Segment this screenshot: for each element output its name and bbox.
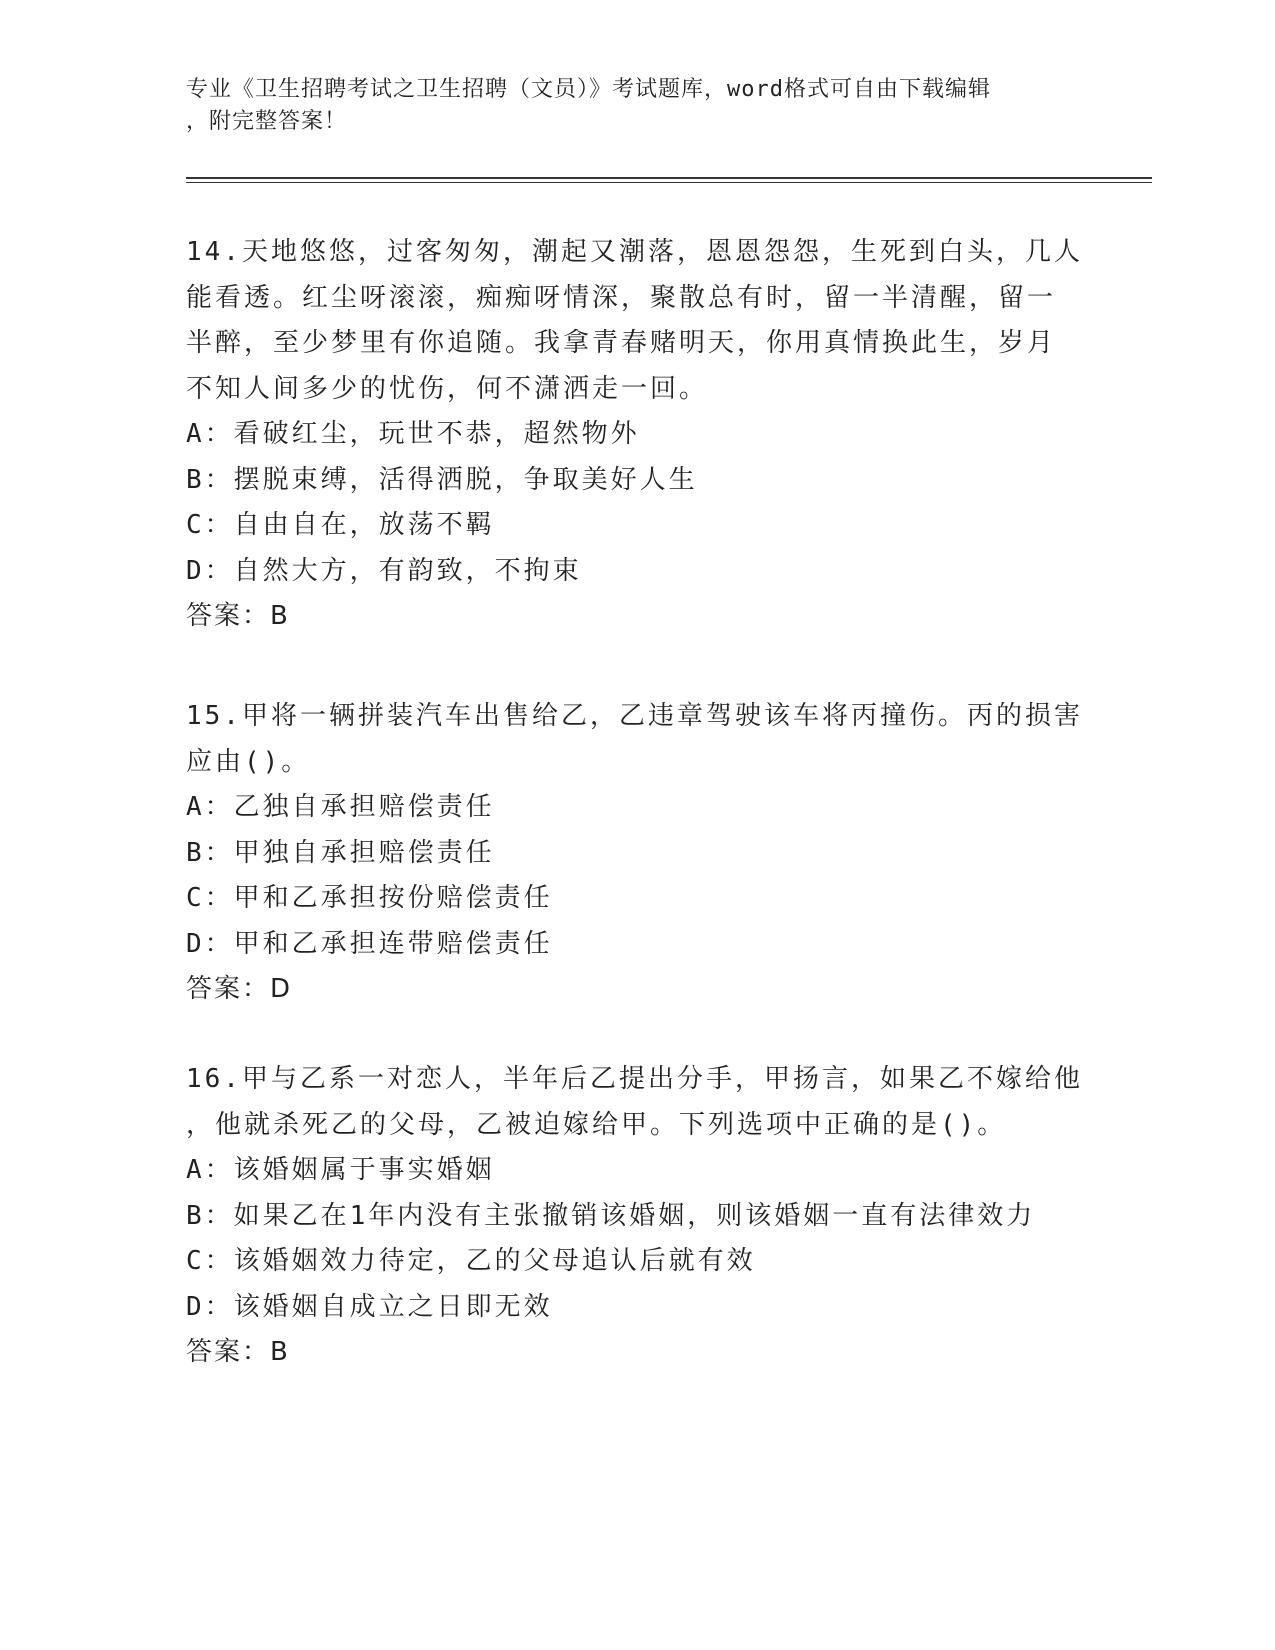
- answer: 答案：B: [186, 601, 290, 631]
- question-15: [186, 694, 1086, 1013]
- option-a: A：乙独自承担赔偿责任: [186, 792, 495, 822]
- option-a: A：该婚姻属于事实婚姻: [186, 1155, 495, 1185]
- question-14: [186, 230, 1086, 640]
- option-a: A：看破红尘，玩世不恭，超然物外: [186, 419, 640, 449]
- option-c: C：甲和乙承担按份赔偿责任: [186, 883, 553, 913]
- option-d: D：自然大方，有韵致，不拘束: [186, 555, 582, 586]
- header-divider-thick: [186, 177, 1152, 179]
- question-stem-line: 应由()。: [186, 746, 311, 777]
- option-b: B：如果乙在1年内没有主张撤销该婚姻，则该婚姻一直有法律效力: [186, 1200, 1036, 1231]
- header-line-1: 专业《卫生招聘考试之卫生招聘（文员）》考试题库，word格式可自由下载编辑: [186, 77, 991, 102]
- question-stem-line: 半醉，至少梦里有你追随。我拿青春赌明天，你用真情换此生，岁月: [186, 328, 1057, 358]
- question-stem-line: 14.天地悠悠，过客匆匆，潮起又潮落，恩恩怨怨，生死到白头，几人: [186, 237, 1083, 267]
- option-d: D：甲和乙承担连带赔偿责任: [186, 928, 553, 959]
- answer: 答案：B: [186, 1337, 290, 1367]
- document-header: [186, 74, 1066, 138]
- question-stem-line: 能看透。红尘呀滚滚，痴痴呀情深，聚散总有时，留一半清醒，留一: [186, 282, 1057, 313]
- question-stem-line: 15.甲将一辆拼装汽车出售给乙，乙违章驾驶该车将丙撞伤。丙的损害: [186, 701, 1083, 731]
- header-divider-thin: [186, 182, 1152, 183]
- question-stem-line: ，他就杀死乙的父母，乙被迫嫁给甲。下列选项中正确的是()。: [186, 1109, 1007, 1140]
- answer: 答案：D: [186, 974, 293, 1004]
- option-b: B：摆脱束缚，活得洒脱，争取美好人生: [186, 464, 698, 495]
- option-d: D：该婚姻自成立之日即无效: [186, 1291, 553, 1322]
- question-stem-line: 16.甲与乙系一对恋人，半年后乙提出分手，甲扬言，如果乙不嫁给他: [186, 1064, 1083, 1094]
- option-c: C：该婚姻效力待定，乙的父母追认后就有效: [186, 1246, 756, 1276]
- question-16: [186, 1057, 1086, 1376]
- header-line-2: ，附完整答案！: [186, 109, 348, 134]
- option-b: B：甲独自承担赔偿责任: [186, 837, 495, 868]
- option-c: C：自由自在，放荡不羁: [186, 510, 495, 540]
- question-stem-line: 不知人间多少的忧伤，何不潇洒走一回。: [186, 373, 709, 404]
